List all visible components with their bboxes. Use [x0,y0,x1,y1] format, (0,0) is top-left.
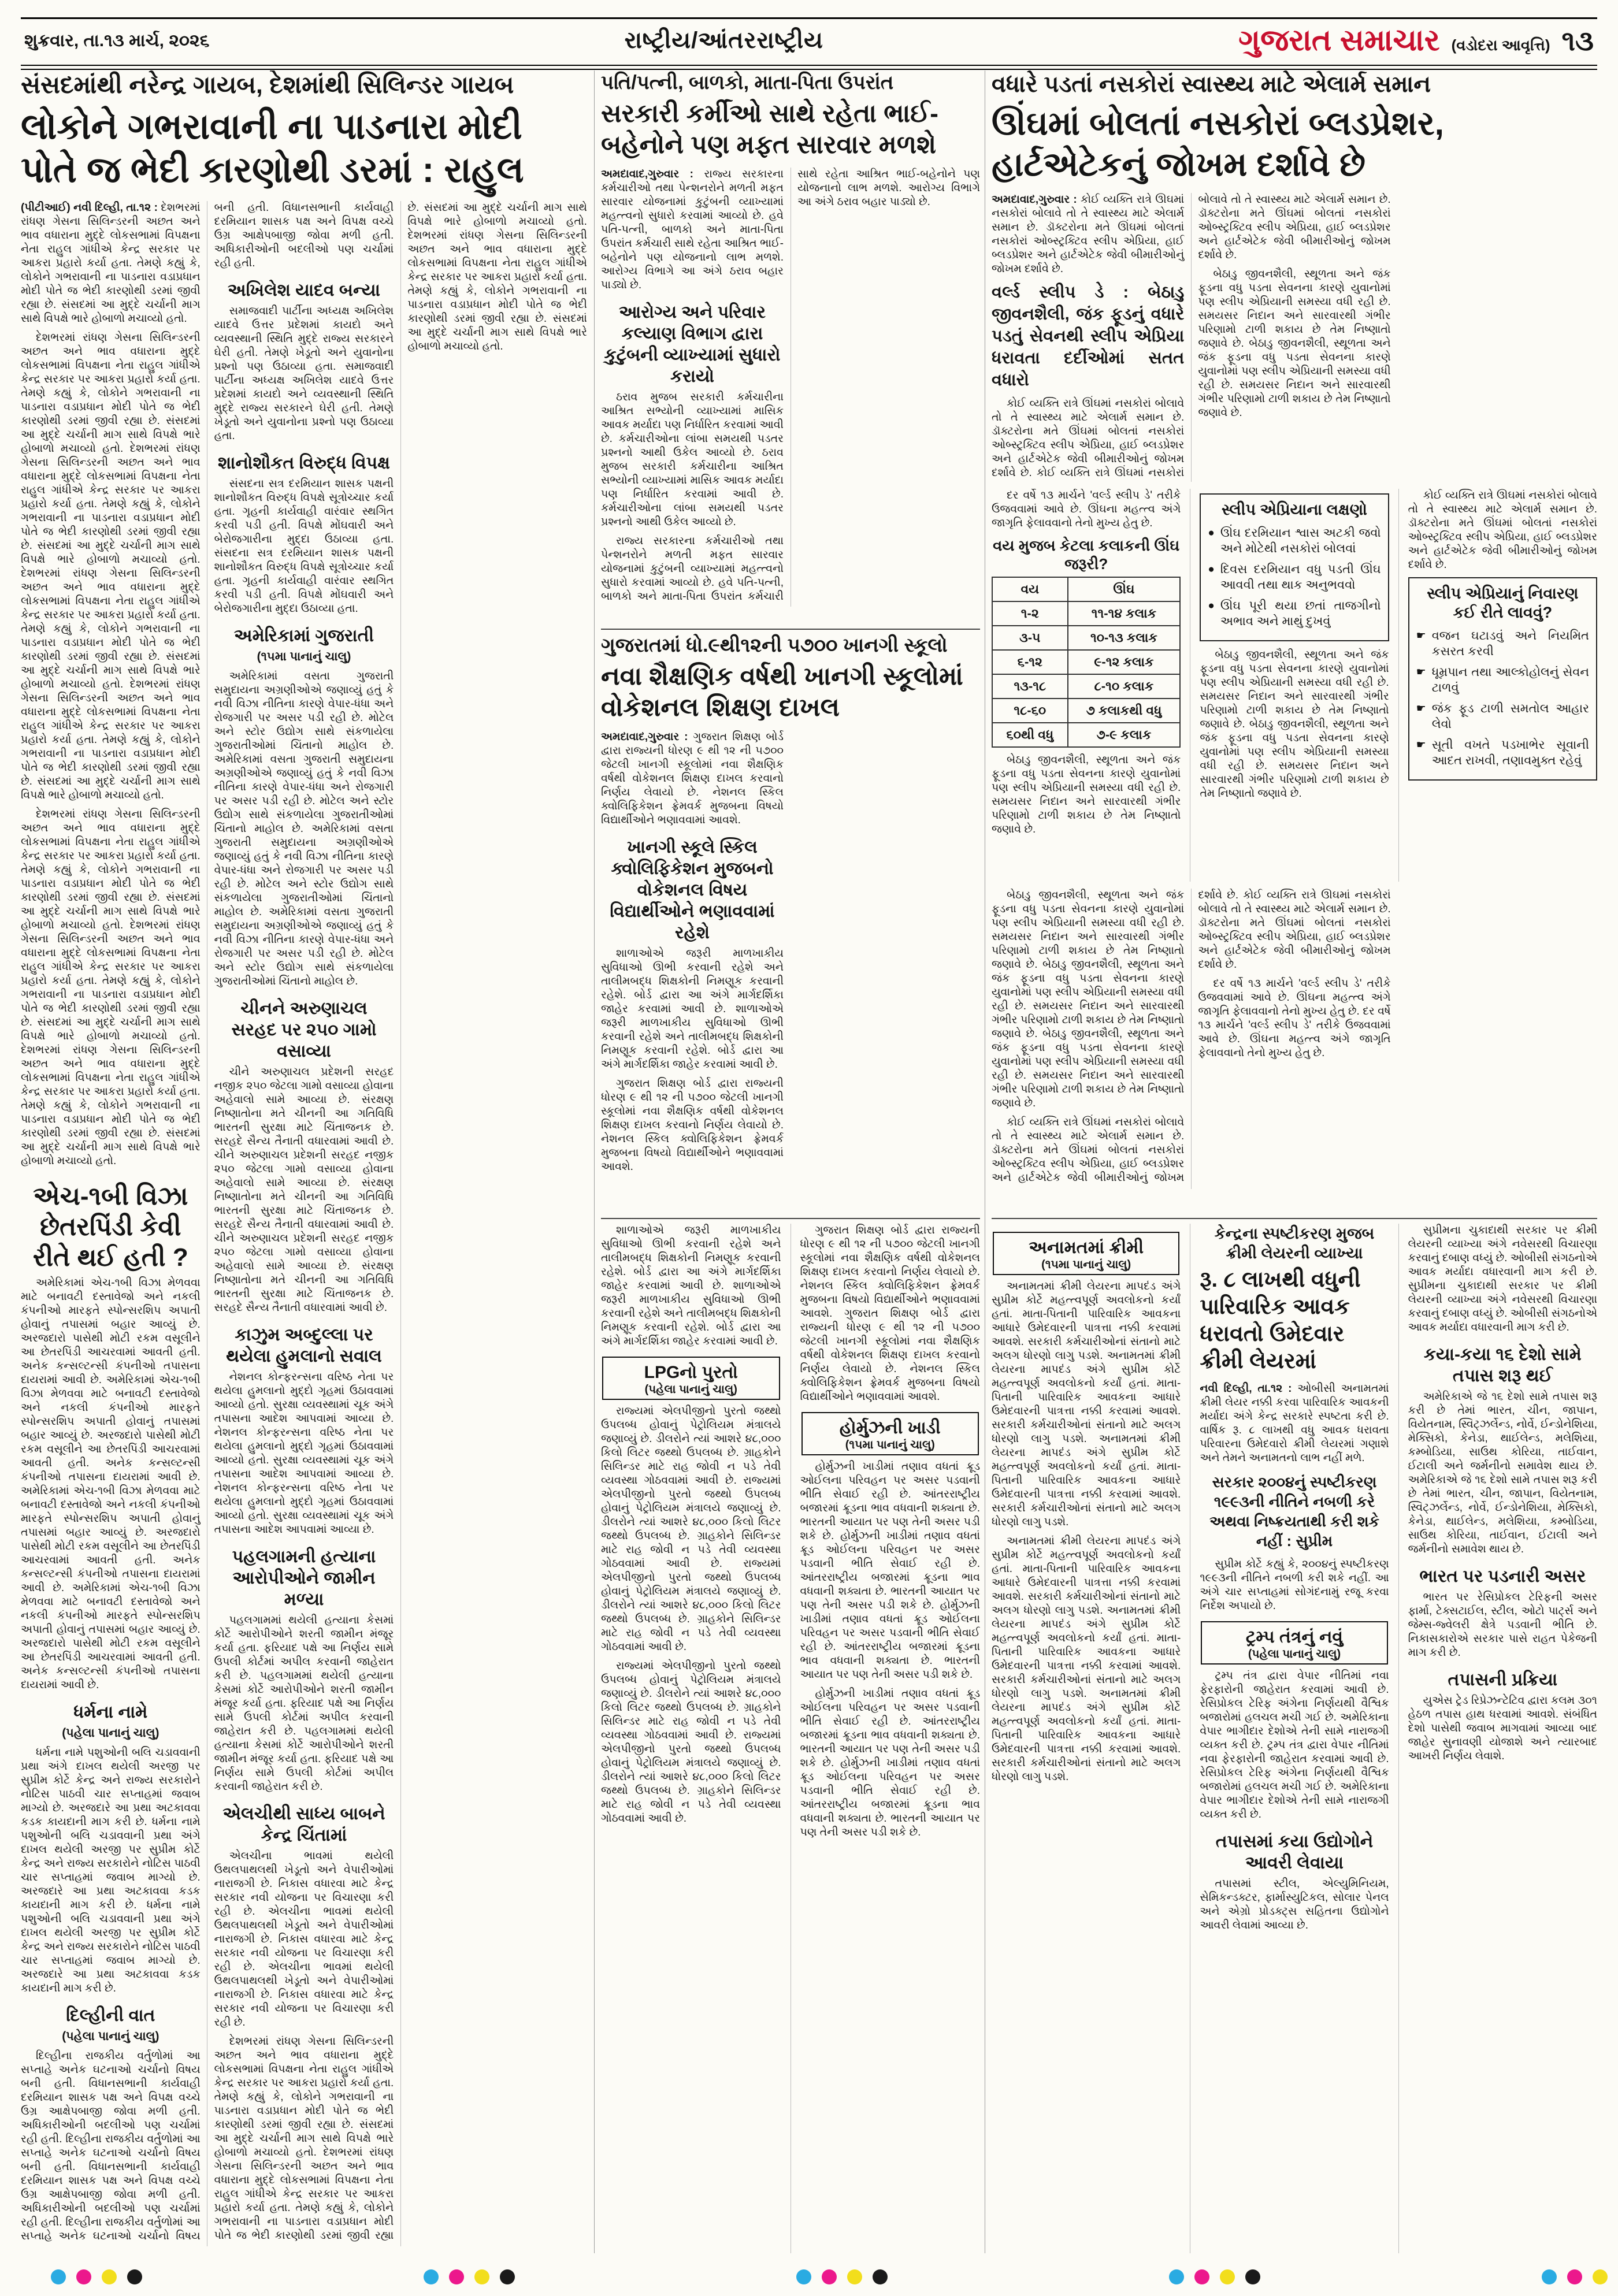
age-cell: ૬૦થી વધુ [992,723,1068,747]
black-registration-dot [1245,2269,1260,2284]
body-paragraph: કોઈ વ્યક્તિ રાત્રે ઊંઘમાં નસકોરાં બોલાવે તો તે સ્વાસ્થ્ય માટે એલાર્મ સમાન છે. ડૉક્ટરોના મતે ઊંઘમાં બોલતાં નસકોરાં ઓબ્સ્ટ્રક્ટિવ સ્લીપ એપ્રિયા, હાઈ બ્લડપ્રેશર અને હાર્ટએટેક જેવી બીમારીઓનું જોખમ દર્શાવે છે. કોઈ વ્યક્તિ રાત્રે ઊંઘમાં નસકોરાં બોલાવે તો તે સ્વાસ્થ્ય માટે એલાર્મ સમાન છે. ડૉક્ટરોના મતે ઊંઘમાં બોલતાં નસકોરાં ઓબ્સ્ટ્રક્ટિવ સ્લીપ એપ્રિયા, હાઈ બ્લડપ્રેશર અને હાર્ટએટેક જેવી બીમારીઓનું જોખમ દર્શાવે છે. [992,889,1391,1184]
masthead-area [1238,23,1594,58]
body-paragraph: અનામતમાં ક્રીમી લેયરના માપદંડ અંગે સુપ્રીમ કોર્ટે મહત્ત્વપૂર્ણ અવલોકનો કર્યાં હતાં. માતા-પિતાની પારિવારિક આવકના આધારે ઉમેદવારની પાત્રત્તા નક્કી કરવામાં આવશે. સરકારી કર્મચારીઓનાં સંતાનો માટે અલગ ધોરણો લાગુ પડશે. અનામતમાં ક્રીમી લેયરના માપદંડ અંગે સુપ્રીમ કોર્ટે મહત્ત્વપૂર્ણ અવલોકનો કર્યાં હતાં. માતા-પિતાની પારિવારિક આવકના આધારે ઉમેદવારની પાત્રત્તા નક્કી કરવામાં આવશે. સરકારી કર્મચારીઓનાં સંતાનો માટે અલગ ધોરણો લાગુ પડશે. અનામતમાં ક્રીમી લેયરના માપદંડ અંગે સુપ્રીમ કોર્ટે મહત્ત્વપૂર્ણ અવલોકનો કર્યાં હતાં. માતા-પિતાની પારિવારિક આવકના આધારે ઉમેદવારની પાત્રત્તા નક્કી કરવામાં આવશે. સરકારી કર્મચારીઓનાં સંતાનો માટે અલગ ધોરણો લાગુ પડશે. [992,1280,1181,1528]
symptoms-box [1200,493,1389,641]
body-paragraph: પહલગામમાં થયેલી હત્યાના કેસમાં કોર્ટે આરોપીઓને શરતી જામીન મંજૂર કર્યા હતા. ફરિયાદ પક્ષે આ નિર્ણય સામે ઉપલી કોર્ટમાં અપીલ કરવાની જાહેરાત કરી છે. પહલગામમાં થયેલી હત્યાના કેસમાં કોર્ટે આરોપીઓને શરતી જામીન મંજૂર કર્યા હતા. ફરિયાદ પક્ષે આ નિર્ણય સામે ઉપલી કોર્ટમાં અપીલ કરવાની જાહેરાત કરી છે. પહલગામમાં થયેલી હત્યાના કેસમાં કોર્ટે આરોપીઓને શરતી જામીન મંજૂર કર્યા હતા. ફરિયાદ પક્ષે આ નિર્ણય સામે ઉપલી કોર્ટમાં અપીલ કરવાની જાહેરાત કરી છે. [214,1614,394,1793]
subarticle-headline-abdullah: કાઝુમ અબ્દુલ્લા પર થયેલા હુમલાનો સવાલ [226,1325,382,1366]
bullet-icon: ● [1208,563,1215,575]
continuation-head-anamat [993,1232,1179,1275]
body-paragraph: રાજ્યમાં એલપીજીનો પુરતો જથ્થો ઉપલબ્ધ હોવાનું પેટ્રોલિયમ મંત્રાલયે જણાવ્યું છે. ડીલરોને ત્યાં આશરે ૪૮,૦૦૦ કિલો લિટર જથ્થો ઉપલબ્ધ છે. ગ્રાહકોને સિલિન્ડર માટે રાહ જોવી ન પડે તેવી વ્યવસ્થા ગોઠવવામાં આવી છે. રાજ્યમાં એલપીજીનો પુરતો જથ્થો ઉપલબ્ધ હોવાનું પેટ્રોલિયમ મંત્રાલયે જણાવ્યું છે. ડીલરોને ત્યાં આશરે ૪૮,૦૦૦ કિલો લિટર જથ્થો ઉપલબ્ધ છે. ગ્રાહકોને સિલિન્ડર માટે રાહ જોવી ન પડે તેવી વ્યવસ્થા ગોઠવવામાં આવી છે. [601,1660,781,1825]
subhead: ખાનગી સ્કૂલે સ્કિલ ક્વોલિફિકેશન મુજબનો વોકેશનલ વિષય વિદ્યાર્થીઓને ભણાવવામાં રહેશે [610,838,775,942]
prevention-item [1416,701,1589,732]
subarticle-headline-process: તપાસની પ્રક્રિયા [1448,1670,1558,1689]
body-paragraph: અમેરિકામાં વસતા ગુજરાતી સમુદાયના અગ્રણીઓએ જણાવ્યું હતું કે નવી વિઝા નીતિના કારણે વેપાર-ધંધા અને રોજગારી પર અસર પડી રહી છે. મોટેલ અને સ્ટોર ઉદ્યોગ સાથે સંકળાયેલા ગુજરાતીઓમાં ચિંતાનો માહોલ છે. અમેરિકામાં વસતા ગુજરાતી સમુદાયના અગ્રણીઓએ જણાવ્યું હતું કે નવી વિઝા નીતિના કારણે વેપાર-ધંધા અને રોજગારી પર અસર પડી રહી છે. મોટેલ અને સ્ટોર ઉદ્યોગ સાથે સંકળાયેલા ગુજરાતીઓમાં ચિંતાનો માહોલ છે. અમેરિકામાં વસતા ગુજરાતી સમુદાયના અગ્રણીઓએ જણાવ્યું હતું કે નવી વિઝા નીતિના કારણે વેપાર-ધંધા અને રોજગારી પર અસર પડી રહી છે. મોટેલ અને સ્ટોર ઉદ્યોગ સાથે સંકળાયેલા ગુજરાતીઓમાં ચિંતાનો માહોલ છે. અમેરિકામાં વસતા ગુજરાતી સમુદાયના અગ્રણીઓએ જણાવ્યું હતું કે નવી વિઝા નીતિના કારણે વેપાર-ધંધા અને રોજગારી પર અસર પડી રહી છે. મોટેલ અને સ્ટોર ઉદ્યોગ સાથે સંકળાયેલા ગુજરાતીઓમાં ચિંતાનો માહોલ છે. [214,670,394,987]
cyan-registration-dot [51,2269,66,2284]
continuation-head-lpg [602,1357,780,1400]
prevention-text: વજન ઘટાડવું અને નિયમિત કસરત કરવી [1431,629,1589,658]
body-paragraph: નેશનલ કોન્ફરન્સના વરિષ્ઠ નેતા પર થયેલા હુમલાનો મુદ્દો ગૃહમાં ઉઠાવવામાં આવ્યો હતો. સુરક્ષા વ્યવસ્થામાં ચૂક અંગે તપાસના આદેશ આપવામાં આવ્યા છે. નેશનલ કોન્ફરન્સના વરિષ્ઠ નેતા પર થયેલા હુમલાનો મુદ્દો ગૃહમાં ઉઠાવવામાં આવ્યો હતો. સુરક્ષા વ્યવસ્થામાં ચૂક અંગે તપાસના આદેશ આપવામાં આવ્યા છે. નેશનલ કોન્ફરન્સના વરિષ્ઠ નેતા પર થયેલા હુમલાનો મુદ્દો ગૃહમાં ઉઠાવવામાં આવ્યો હતો. સુરક્ષા વ્યવસ્થામાં ચૂક અંગે તપાસના આદેશ આપવામાં આવ્યા છે. [214,1371,394,1536]
sleep-info-boxes [992,489,1597,882]
article-headline: ઊંઘમાં બોલતાં નસકોરાં બ્લડપ્રેશર, હાર્ટએટેકનું જોખમ દર્શાવે છે [992,105,1444,183]
table-col-sleep: ઊંઘ [1068,577,1181,601]
continued-note: (પહેલા પાનાનું ચાલુ) [62,1726,159,1740]
subarticle-headline-impact: ભારત પર પડનારી અસર [1419,1567,1586,1586]
yellow-registration-dot [474,2269,489,2284]
body-paragraph: કોઈ વ્યક્તિ રાત્રે ઊંઘમાં નસકોરાં બોલાવે તો તે સ્વાસ્થ્ય માટે એલાર્મ સમાન છે. ડૉક્ટરોના મતે ઊંઘમાં બોલતાં નસકોરાં ઓબ્સ્ટ્રક્ટિવ સ્લીપ એપ્રિયા, હાઈ બ્લડપ્રેશર અને હાર્ટએટેક જેવી બીમારીઓનું જોખમ દર્શાવે છે. [1408,489,1597,571]
age-cell: ૧૮-૬૦ [992,699,1068,723]
black-registration-dot [500,2269,515,2284]
continuation-headline: હોર્મુઝની ખાડી [839,1418,941,1437]
subarticle-headline-akhilesh: અખિલેશ યાદવ બન્યા [227,281,380,300]
right-lower-region [992,1224,1597,2253]
continuation-headline: ટ્રમ્પ તંત્રનું નવું [1245,1628,1344,1647]
subarticle-headline-jamin: પહલગામની હત્યાના આરોપીઓને જામીન મળ્યા [232,1547,376,1609]
article-sleep-apnea [992,70,1597,1217]
yellow-registration-dot [1220,2269,1235,2284]
registration-marks [424,2269,515,2284]
subarticle-headline-shaano: શાનોશૌકત વિરુદ્ધ વિપક્ષ [218,454,390,473]
middle-continuations [601,1224,980,2253]
prevention-text: જંક ફૂડ ટાળી સમતોલ આહાર લેવો [1431,702,1589,731]
hours-cell: ૧૧-૧૪ કલાક [1068,601,1181,626]
dateline: અમદાવાદ,ગુરુવાર : [992,194,1077,206]
pull-quote: સરકાર ૨૦૦૪નું સ્પષ્ટીકરણ ૧૯૯૩ની નીતિને નબળી કરે અથવા નિષ્ક્રયતાથી કરી શકે નહીં : સુપ્રીમ [1209,1473,1379,1550]
hours-cell: ૯-૧૨ કલાક [1068,650,1181,674]
lead-text: કોઈ વ્યક્તિ રાત્રે ઊંઘમાં નસકોરાં બોલાવે તો તે સ્વાસ્થ્ય માટે એલાર્મ સમાન છે. ડૉક્ટરોના મતે ઊંઘમાં બોલતાં નસકોરાં ઓબ્સ્ટ્રક્ટિવ સ્લીપ એપ્રિયા, હાઈ બ્લડપ્રેશર અને હાર્ટએટેક જેવી બીમારીઓનું જોખમ દર્શાવે છે. [992,194,1185,275]
article-kicker: વધારે પડતાં નસકોરાં સ્વાસ્થ્ય માટે એલાર્મ સમાન [992,72,1431,97]
hours-cell: ૭-૯ કલાક [1068,723,1181,747]
hours-cell: ૮-૧૦ કલાક [1068,674,1181,699]
body-paragraph: શાળાઓએ જરૂરી માળખાકીય સુવિધાઓ ઊભી કરવાની રહેશે અને તાલીમબદ્ધ શિક્ષકોની નિમણૂક કરવાની રહેશે. બોર્ડ દ્વારા આ અંગે માર્ગદર્શિકા જાહેર કરવામાં આવી છે. શાળાઓએ જરૂરી માળખાકીય સુવિધાઓ ઊભી કરવાની રહેશે અને તાલીમબદ્ધ શિક્ષકોની નિમણૂક કરવાની રહેશે. બોર્ડ દ્વારા આ અંગે માર્ગદર્શિકા જાહેર કરવામાં આવી છે. [601,1224,781,1347]
subarticle-headline-sixteen: કયા-કયા ૧૬ દેશો સામે તપાસ શરૂ થઈ [1423,1345,1582,1385]
article-divider [601,629,980,630]
bold-intro: વર્લ્ડ સ્લીપ ડે : બેઠાડુ જીવનશૈલી, જંક ફૂડનું વધારે પડતું સેવનથી સ્લીપ એપ્રિયા ધરાવતા દર્દીઓમાં સતત વધારો [992,283,1185,389]
bullet-icon: ● [1208,527,1215,539]
continuation-headline: અનામતમાં ક્રીમી [1029,1238,1144,1257]
age-cell: ૩-૫ [992,626,1068,650]
dateline: (પીટીઆઈ) નવી દિલ્હી, તા.૧૨ : [21,202,158,214]
symptom-item [1208,562,1381,593]
bullet-icon: ● [1208,600,1215,612]
lead-text: રાજ્ય સરકારના કર્મચારીઓ તથા પેન્શનરોને મળતી મફત સારવાર યોજનામાં કુટુંબની વ્યાખ્યામાં મહત્ત્વનો સુધારો કરવામાં આવ્યો છે. હવે પતિ-પત્ની, બાળકો અને માતા-પિતા ઉપરાંત કર્મચારી સાથે રહેતા આશ્રિત ભાઈ-બહેનોને પણ યોજનાનો લાભ મળશે. આરોગ્ય વિભાગે આ અંગે ઠરાવ બહાર પાડ્યો છે. [601,168,784,291]
region-divider [594,70,595,2253]
body-paragraph: યુએસ ટ્રેડ રિપ્રેઝન્ટેટિવ દ્વારા કલમ ૩૦૧ હેઠળ તપાસ હાથ ધરવામાં આવશે. સંબંધિત દેશો પાસેથી જવાબ માગવામાં આવ્યા બાદ જાહેર સુનાવણી યોજાશે અને ત્યારબાદ આખરી નિર્ણય લેવાશે. [1408,1695,1597,1762]
body-paragraph: રાજ્યમાં એલપીજીનો પુરતો જથ્થો ઉપલબ્ધ હોવાનું પેટ્રોલિયમ મંત્રાલયે જણાવ્યું છે. ડીલરોને ત્યાં આશરે ૪૮,૦૦૦ કિલો લિટર જથ્થો ઉપલબ્ધ છે. ગ્રાહકોને સિલિન્ડર માટે રાહ જોવી ન પડે તેવી વ્યવસ્થા ગોઠવવામાં આવી છે. રાજ્યમાં એલપીજીનો પુરતો જથ્થો ઉપલબ્ધ હોવાનું પેટ્રોલિયમ મંત્રાલયે જણાવ્યું છે. ડીલરોને ત્યાં આશરે ૪૮,૦૦૦ કિલો લિટર જથ્થો ઉપલબ્ધ છે. ગ્રાહકોને સિલિન્ડર માટે રાહ જોવી ન પડે તેવી વ્યવસ્થા ગોઠવવામાં આવી છે. રાજ્યમાં એલપીજીનો પુરતો જથ્થો ઉપલબ્ધ હોવાનું પેટ્રોલિયમ મંત્રાલયે જણાવ્યું છે. ડીલરોને ત્યાં આશરે ૪૮,૦૦૦ કિલો લિટર જથ્થો ઉપલબ્ધ છે. ગ્રાહકોને સિલિન્ડર માટે રાહ જોવી ન પડે તેવી વ્યવસ્થા ગોઠવવામાં આવી છે. [601,1405,781,1653]
article-kicker: ગુજરાતમાં ધો.૯થી૧૨ની ૫૭૦૦ ખાનગી સ્કૂલો [601,634,948,656]
symptom-item [1208,598,1381,629]
body-paragraph: એલચીના ભાવમાં થયેલી ઉથલપાથલથી ખેડૂતો અને વેપારીઓમાં નારાજગી છે. નિકાસ વધારવા માટે કેન્દ્ર સરકાર નવી યોજના પર વિચારણા કરી રહી છે. એલચીના ભાવમાં થયેલી ઉથલપાથલથી ખેડૂતો અને વેપારીઓમાં નારાજગી છે. નિકાસ વધારવા માટે કેન્દ્ર સરકાર નવી યોજના પર વિચારણા કરી રહી છે. એલચીના ભાવમાં થયેલી ઉથલપાથલથી ખેડૂતો અને વેપારીઓમાં નારાજગી છે. નિકાસ વધારવા માટે કેન્દ્ર સરકાર નવી યોજના પર વિચારણા કરી રહી છે. [214,1850,394,2028]
body-paragraph: અમેરિકાએ જે ૧૬ દેશો સામે તપાસ શરૂ કરી છે તેમાં ભારત, ચીન, જાપાન, વિયેતનામ, સ્વિટ્ઝર્લેન્ડ, નોર્વે, ઈન્ડોનેશિયા, મેક્સિકો, કેનેડા, થાઈલેન્ડ, મલેશિયા, કમ્બોડિયા, સાઉથ કોરિયા, તાઈવાન, ઈટાલી અને જર્મનીનો સમાવેશ થાય છે. અમેરિકાએ જે ૧૬ દેશો સામે તપાસ શરૂ કરી છે તેમાં ભારત, ચીન, જાપાન, વિયેતનામ, સ્વિટ્ઝર્લેન્ડ, નોર્વે, ઈન્ડોનેશિયા, મેક્સિકો, કેનેડા, થાઈલેન્ડ, મલેશિયા, કમ્બોડિયા, સાઉથ કોરિયા, તાઈવાન, ઈટાલી અને જર્મનીનો સમાવેશ થાય છે. [1408,1391,1597,1555]
pointer-icon: ☛ [1416,739,1426,751]
black-registration-dot [873,2269,888,2284]
cyan-registration-dot [796,2269,811,2284]
edition-label: (વડોદરા આવૃત્તિ) [1451,36,1550,54]
body-paragraph: ધર્મના નામે પશુઓની બલિ ચડાવવાની પ્રથા અંગે દાખલ થયેલી અરજી પર સુપ્રીમ કોર્ટે કેન્દ્ર અને રાજ્ય સરકારોને નોટિસ પાઠવી ચાર સપ્તાહમાં જવાબ માગ્યો છે. અરજદારે આ પ્રથા અટકાવવા કડક કાયદાની માગ કરી છે. ધર્મના નામે પશુઓની બલિ ચડાવવાની પ્રથા અંગે દાખલ થયેલી અરજી પર સુપ્રીમ કોર્ટે કેન્દ્ર અને રાજ્ય સરકારોને નોટિસ પાઠવી ચાર સપ્તાહમાં જવાબ માગ્યો છે. અરજદારે આ પ્રથા અટકાવવા કડક કાયદાની માગ કરી છે. ધર્મના નામે પશુઓની બલિ ચડાવવાની પ્રથા અંગે દાખલ થયેલી અરજી પર સુપ્રીમ કોર્ટે કેન્દ્ર અને રાજ્ય સરકારોને નોટિસ પાઠવી ચાર સપ્તાહમાં જવાબ માગ્યો છે. અરજદારે આ પ્રથા અટકાવવા કડક કાયદાની માગ કરી છે. [21,1747,201,1994]
table-row [992,626,1180,650]
body-paragraph: ભારત પર રેસિપ્રોકલ ટેરિફની અસર ફાર્મા, ટેક્સટાઈલ, સ્ટીલ, ઓટો પાર્ટ્સ અને જેમ્સ-જ્વેલરી ક્ષેત્રે પડવાની ભીતિ છે. નિકાસકારોએ સરકાર પાસે રાહત પેકેજની માગ કરી છે. [1408,1591,1597,1659]
subarticle-headline-h1b: એચ-૧બી વિઝા છેતરપિંડી કેવી રીતે થઈ હતી ? [32,1182,188,1272]
body-paragraph [601,168,784,292]
body-paragraph: અમેરિકામાં એચ-૧બી વિઝા મેળવવા માટે બનાવટી દસ્તાવેજો અને નકલી કંપનીઓ મારફતે સ્પોન્સરશિપ અપાતી હોવાનું તપાસમાં બહાર આવ્યું છે. અરજદારો પાસેથી મોટી રકમ વસૂલીને આ છેતરપિંડી આચરવામાં આવતી હતી. અનેક કન્સલ્ટન્સી કંપનીઓ તપાસના દાયરામાં આવી છે. અમેરિકામાં એચ-૧બી વિઝા મેળવવા માટે બનાવટી દસ્તાવેજો અને નકલી કંપનીઓ મારફતે સ્પોન્સરશિપ અપાતી હોવાનું તપાસમાં બહાર આવ્યું છે. અરજદારો પાસેથી મોટી રકમ વસૂલીને આ છેતરપિંડી આચરવામાં આવતી હતી. અનેક કન્સલ્ટન્સી કંપનીઓ તપાસના દાયરામાં આવી છે. અમેરિકામાં એચ-૧બી વિઝા મેળવવા માટે બનાવટી દસ્તાવેજો અને નકલી કંપનીઓ મારફતે સ્પોન્સરશિપ અપાતી હોવાનું તપાસમાં બહાર આવ્યું છે. અરજદારો પાસેથી મોટી રકમ વસૂલીને આ છેતરપિંડી આચરવામાં આવતી હતી. અનેક કન્સલ્ટન્સી કંપનીઓ તપાસના દાયરામાં આવી છે. અમેરિકામાં એચ-૧બી વિઝા મેળવવા માટે બનાવટી દસ્તાવેજો અને નકલી કંપનીઓ મારફતે સ્પોન્સરશિપ અપાતી હોવાનું તપાસમાં બહાર આવ્યું છે. અરજદારો પાસેથી મોટી રકમ વસૂલીને આ છેતરપિંડી આચરવામાં આવતી હતી. અનેક કન્સલ્ટન્સી કંપનીઓ તપાસના દાયરામાં આવી છે. [21,1277,201,1691]
table-row [992,650,1180,674]
trade-probe-column [1398,1224,1597,2253]
article-creamy-layer [1190,1224,1389,2253]
sleep-table-column [992,489,1181,882]
prevention-title: સ્લીપ એપ્રિયાનું નિવારણ કઈ રીતે લાવવું? [1427,585,1579,621]
pointer-icon: ☛ [1416,703,1426,715]
table-col-age: વય [992,577,1068,601]
prevention-box [1408,577,1597,781]
age-cell: ૧૩-૧૮ [992,674,1068,699]
subhead: આરોગ્ય અને પરિવાર કલ્યાણ વિભાગ દ્વારા કુટુંબની વ્યાખ્યામાં સુધારો કરાયો [604,303,781,386]
continued-note: (પહેલા પાનાનું ચાલુ) [644,1383,737,1396]
article-columns [992,889,1597,1189]
article-columns [601,168,980,607]
prevention-text: સૂતી વખતે પડખાભેર સૂવાની આદત રાખવી, તણાવમુક્ત રહેવું [1431,738,1589,767]
sleep-hours-table [992,577,1181,748]
magenta-registration-dot [1567,2269,1582,2284]
magenta-registration-dot [822,2269,837,2284]
cyan-registration-dot [424,2269,439,2284]
prevention-text: ધૂમ્રપાન તથા આલ્કોહોલનું સેવન ટાળવું [1431,666,1589,694]
article-headline: રૂ. ૮ લાખથી વધુની પારિવારિક આવક ધરાવતો ઉમેદવાર ક્રીમી લેયરમાં [1200,1268,1361,1373]
body-paragraph [601,730,784,827]
article-headline: લોકોને ગભરાવાની ના પાડનારા મોદી પોતે જ ભેદી કારણોથી ડરમાં : રાહુલ [21,107,524,190]
body-paragraph: દેશભરમાં રાંધણ ગેસના સિલિન્ડરની અછત અને ભાવ વધારાના મુદ્દે લોકસભામાં વિપક્ષના નેતા રાહુલ ગાંધીએ કેન્દ્ર સરકાર પર આકરા પ્રહારો કર્યા હતા. તેમણે કહ્યું કે, લોકોને ગભરાવાની ના પાડનારા વડાપ્રધાન મોદી પોતે જ ભેદી કારણોથી ડરમાં જીવી રહ્યા છે. સંસદમાં આ મુદ્દે ચર્ચાની માગ સાથે વિપક્ષે ભારે હોબાળો મચાવ્યો હતો. દેશભરમાં રાંધણ ગેસના સિલિન્ડરની અછત અને ભાવ વધારાના મુદ્દે લોકસભામાં વિપક્ષના નેતા રાહુલ ગાંધીએ કેન્દ્ર સરકાર પર આકરા પ્રહારો કર્યા હતા. તેમણે કહ્યું કે, લોકોને ગભરાવાની ના પાડનારા વડાપ્રધાન મોદી પોતે જ ભેદી કારણોથી ડરમાં જીવી રહ્યા છે. સંસદમાં આ મુદ્દે ચર્ચાની માગ સાથે વિપક્ષે ભારે હોબાળો મચાવ્યો હતો. દેશભરમાં રાંધણ ગેસના સિલિન્ડરની અછત અને ભાવ વધારાના મુદ્દે લોકસભામાં વિપક્ષના નેતા રાહુલ ગાંધીએ કેન્દ્ર સરકાર પર આકરા પ્રહારો કર્યા હતા. તેમણે કહ્યું કે, લોકોને ગભરાવાની ના પાડનારા વડાપ્રધાન મોદી પોતે જ ભેદી કારણોથી ડરમાં જીવી રહ્યા છે. સંસદમાં આ મુદ્દે ચર્ચાની માગ સાથે વિપક્ષે ભારે હોબાળો મચાવ્યો હતો. [21,808,201,1167]
article-kicker: કેન્દ્રના સ્પષ્ટીકરણ મુજબ ક્રીમી લેયરની વ્યાખ્યા [1214,1225,1375,1262]
article-columns [601,730,980,1187]
table-row [992,674,1180,699]
sleep-prevention-column [1398,489,1597,882]
lead-text: ઓબીસી અનામતમાં ક્રીમી લેયર નક્કી કરવા પારિવારિક આવકની મર્યાદા અંગે કેન્દ્ર સરકારે સ્પષ્ટતા કરી છે. વાર્ષિક રૂ. ૮ લાખથી વધુ આવક ધરાવતા પરિવારના ઉમેદવારો ક્રીમી લેયરમાં ગણાશે અને તેમને અનામતનો લાભ નહીં મળે. [1200,1383,1389,1464]
symptoms-title: સ્લીપ એપ્રિયાના લક્ષણો [1222,501,1367,518]
body-paragraph: ઠરાવ મુજબ સરકારી કર્મચારીના આશ્રિત સભ્યોની વ્યાખ્યામાં માસિક આવક મર્યાદા પણ નિર્ધારિત કરવામાં આવી છે. કર્મચારીઓના લાંબા સમયથી પડતર પ્રશ્નનો આથી ઉકેલ આવ્યો છે. ઠરાવ મુજબ સરકારી કર્મચારીના આશ્રિત સભ્યોની વ્યાખ્યામાં માસિક આવક મર્યાદા પણ નિર્ધારિત કરવામાં આવી છે. કર્મચારીઓના લાંબા સમયથી પડતર પ્રશ્નનો આથી ઉકેલ આવ્યો છે. [601,391,784,528]
prevention-item [1416,737,1589,768]
age-cell: ૬-૧૨ [992,650,1068,674]
article-columns [21,201,587,2246]
body-paragraph [21,201,201,326]
sleep-table-title: વય મુજબ કેટલા કલાકની ઊંઘ જરૂરી? [993,537,1180,573]
lead-text: ગુજરાત શિક્ષણ બોર્ડ દ્વારા રાજ્યની ધોરણ ૯ થી ૧૨ ની ૫૭૦૦ જેટલી ખાનગી સ્કૂલોમાં નવા શૈક્ષણિક વર્ષથી વોકેશનલ શિક્ષણ દાખલ કરવાનો નિર્ણય લેવાયો છે. નેશનલ સ્કિલ ક્વોલિફિકેશન ફ્રેમવર્ક મુજબના વિષયો વિદ્યાર્થીઓને ભણાવવામાં આવશે. [601,731,784,826]
subarticle-headline-china: ચીનને અરુણાચલ સરહદ પર ૨૫૦ ગામો વસાવ્યા [231,999,377,1061]
continued-note: (પહેલા પાનાનું ચાલુ) [62,2030,159,2043]
sleep-symptoms-column [1190,489,1389,882]
black-registration-dot [127,2269,142,2284]
body-paragraph: દિલ્હીના રાજકીય વર્તુળોમાં આ સપ્તાહે અનેક ઘટનાઓ ચર્ચાનો વિષય બની હતી. વિધાનસભાની કાર્યવાહી દરમિયાન શાસક પક્ષ અને વિપક્ષ વચ્ચે ઉગ્ર આક્ષેપબાજી જોવા મળી હતી. અધિકારીઓની બદલીઓ પણ ચર્ચામાં રહી હતી. દિલ્હીના રાજકીય વર્તુળોમાં આ સપ્તાહે અનેક ઘટનાઓ ચર્ચાનો વિષય બની હતી. વિધાનસભાની કાર્યવાહી દરમિયાન શાસક પક્ષ અને વિપક્ષ વચ્ચે ઉગ્ર આક્ષેપબાજી જોવા મળી હતી. અધિકારીઓની બદલીઓ પણ ચર્ચામાં રહી હતી. દિલ્હીના રાજકીય વર્તુળોમાં આ સપ્તાહે અનેક ઘટનાઓ ચર્ચાનો વિષય બની હતી. વિધાનસભાની કાર્યવાહી દરમિયાન શાસક પક્ષ અને વિપક્ષ વચ્ચે ઉગ્ર આક્ષેપબાજી જોવા મળી હતી. અધિકારીઓની બદલીઓ પણ ચર્ચામાં રહી હતી. [21,202,394,2242]
body-paragraph: ગુજરાત શિક્ષણ બોર્ડ દ્વારા રાજ્યની ધોરણ ૯ થી ૧૨ ની ૫૭૦૦ જેટલી ખાનગી સ્કૂલોમાં નવા શૈક્ષણિક વર્ષથી વોકેશનલ શિક્ષણ દાખલ કરવાનો નિર્ણય લેવાયો છે. નેશનલ સ્કિલ ક્વોલિફિકેશન ફ્રેમવર્ક મુજબના વિષયો વિદ્યાર્થીઓને ભણાવવામાં આવશે. ગુજરાત શિક્ષણ બોર્ડ દ્વારા રાજ્યની ધોરણ ૯ થી ૧૨ ની ૫૭૦૦ જેટલી ખાનગી સ્કૂલોમાં નવા શૈક્ષણિક વર્ષથી વોકેશનલ શિક્ષણ દાખલ કરવાનો નિર્ણય લેવાયો છે. નેશનલ સ્કિલ ક્વોલિફિકેશન ફ્રેમવર્ક મુજબના વિષયો વિદ્યાર્થીઓને ભણાવવામાં આવશે. [800,1224,980,1403]
subarticle-headline-industries: તપાસમાં કયા ઉદ્યોગોને આવરી લેવાયા [1215,1832,1374,1873]
body-paragraph: સંસદના સત્ર દરમિયાન શાસક પક્ષની શાનોશૌકત વિરુદ્ધ વિપક્ષે સૂત્રોચ્ચાર કર્યા હતા. ગૃહની કાર્યવાહી વારંવાર સ્થગિત કરવી પડી હતી. વિપક્ષે મોંઘવારી અને બેરોજગારીના મુદ્દા ઉઠાવ્યા હતા. સંસદના સત્ર દરમિયાન શાસક પક્ષની શાનોશૌકત વિરુદ્ધ વિપક્ષે સૂત્રોચ્ચાર કર્યા હતા. ગૃહની કાર્યવાહી વારંવાર સ્થગિત કરવી પડી હતી. વિપક્ષે મોંઘવારી અને બેરોજગારીના મુદ્દા ઉઠાવ્યા હતા. [214,478,394,615]
body-paragraph [992,193,1184,276]
cyan-registration-dot [1542,2269,1557,2284]
pointer-icon: ☛ [1416,630,1426,642]
article-kicker: પતિ/પત્ની, બાળકો, માતા-પિતા ઉપરાંત [601,72,894,94]
table-row [992,723,1180,747]
body-paragraph: બેઠાડુ જીવનશૈલી, સ્થૂળતા અને જંક ફૂડના વધુ પડતા સેવનના કારણે યુવાનોમાં પણ સ્લીપ એપ્રિયાની સમસ્યા વધી રહી છે. સમયસર નિદાન અને સારવારથી ગંભીર પરિણામો ટાળી શકાય છે તેમ નિષ્ણાતો જણાવે છે. બેઠાડુ જીવનશૈલી, સ્થૂળતા અને જંક ફૂડના વધુ પડતા સેવનના કારણે યુવાનોમાં પણ સ્લીપ એપ્રિયાની સમસ્યા વધી રહી છે. સમયસર નિદાન અને સારવારથી ગંભીર પરિણામો ટાળી શકાય છે તેમ નિષ્ણાતો જણાવે છે. [1200,649,1389,800]
article-headline: સરકારી કર્મીઓ સાથે રહેતા ભાઈ-બહેનોને પણ મફત સારવાર મળશે [601,99,938,159]
article-headline: નવા શૈક્ષણિક વર્ષથી ખાનગી સ્કૂલોમાં વોકેશનલ શિક્ષણ દાખલ [601,662,963,722]
page-date: શુક્રવાર, તા.૧૩ માર્ચ, ૨૦૨૬ [24,31,210,50]
page-number: ૧૩ [1561,26,1594,57]
continuation-headline: LPGનો પુરતો [644,1363,738,1382]
registration-marks [1169,2269,1260,2284]
body-paragraph: શાળાઓએ જરૂરી માળખાકીય સુવિધાઓ ઊભી કરવાની રહેશે અને તાલીમબદ્ધ શિક્ષકોની નિમણૂક કરવાની રહેશે. બોર્ડ દ્વારા આ અંગે માર્ગદર્શિકા જાહેર કરવામાં આવી છે. શાળાઓએ જરૂરી માળખાકીય સુવિધાઓ ઊભી કરવાની રહેશે અને તાલીમબદ્ધ શિક્ષકોની નિમણૂક કરવાની રહેશે. બોર્ડ દ્વારા આ અંગે માર્ગદર્શિકા જાહેર કરવામાં આવી છે. [601,948,784,1071]
registration-marks [51,2269,142,2284]
subarticle-headline-delhi: દિલ્હીની વાત [66,2006,155,2025]
cyan-registration-dot [1169,2269,1184,2284]
body-paragraph: ગુજરાત શિક્ષણ બોર્ડ દ્વારા રાજ્યની ધોરણ ૯ થી ૧૨ ની ૫૭૦૦ જેટલી ખાનગી સ્કૂલોમાં નવા શૈક્ષણિક વર્ષથી વોકેશનલ શિક્ષણ દાખલ કરવાનો નિર્ણય લેવાયો છે. નેશનલ સ્કિલ ક્વોલિફિકેશન ફ્રેમવર્ક મુજબના વિષયો વિદ્યાર્થીઓને ભણાવવામાં આવશે. [601,1078,784,1173]
table-row [992,699,1180,723]
body-paragraph [1200,1382,1389,1465]
lead-text: દેશભરમાં રાંધણ ગેસના સિલિન્ડરની અછત અને ભાવ વધારાના મુદ્દે લોકસભામાં વિપક્ષના નેતા રાહુલ ગાંધીએ કેન્દ્ર સરકાર પર આકરા પ્રહારો કર્યા હતા. તેમણે કહ્યું કે, લોકોને ગભરાવાની ના પાડનારા વડાપ્રધાન મોદી પોતે જ ભેદી કારણોથી ડરમાં જીવી રહ્યા છે. સંસદમાં આ મુદ્દે ચર્ચાની માગ સાથે વિપક્ષે ભારે હોબાળો મચાવ્યો હતો. [21,202,201,325]
yellow-registration-dot [1593,2269,1608,2284]
body-paragraph: દર વર્ષે ૧૩ માર્ચને 'વર્લ્ડ સ્લીપ ડે' તરીકે ઉજવવામાં આવે છે. ઊંઘના મહત્ત્વ અંગે જાગૃતિ ફેલાવવાનો તેનો મુખ્ય હેતુ છે. [992,489,1181,529]
dateline: નવી દિલ્હી, તા.૧૨ : [1200,1383,1292,1395]
body-paragraph: ચીને અરુણાચલ પ્રદેશની સરહદ નજીક ૨૫૦ જેટલા ગામો વસાવ્યા હોવાના અહેવાલો સામે આવ્યા છે. સંરક્ષણ નિષ્ણાતોના મતે ચીનની આ ગતિવિધિ ભારતની સુરક્ષા માટે ચિંતાજનક છે. સરહદે સૈન્ય તૈનાતી વધારવામાં આવી છે. ચીને અરુણાચલ પ્રદેશની સરહદ નજીક ૨૫૦ જેટલા ગામો વસાવ્યા હોવાના અહેવાલો સામે આવ્યા છે. સંરક્ષણ નિષ્ણાતોના મતે ચીનની આ ગતિવિધિ ભારતની સુરક્ષા માટે ચિંતાજનક છે. સરહદે સૈન્ય તૈનાતી વધારવામાં આવી છે. ચીને અરુણાચલ પ્રદેશની સરહદ નજીક ૨૫૦ જેટલા ગામો વસાવ્યા હોવાના અહેવાલો સામે આવ્યા છે. સંરક્ષણ નિષ્ણાતોના મતે ચીનની આ ગતિવિધિ ભારતની સુરક્ષા માટે ચિંતાજનક છે. સરહદે સૈન્ય તૈનાતી વધારવામાં આવી છે. [214,1066,394,1314]
dateline: અમદાવાદ,ગુરુવાર : [601,731,688,743]
body-paragraph: સમાજવાદી પાર્ટીના અધ્યક્ષ અખિલેશ યાદવે ઉત્તર પ્રદેશમાં કાયદો અને વ્યવસ્થાની સ્થિતિ મુદ્દે રાજ્ય સરકારને ઘેરી હતી. તેમણે ખેડૂતો અને યુવાનોના પ્રશ્નો પણ ઉઠાવ્યા હતા. સમાજવાદી પાર્ટીના અધ્યક્ષ અખિલેશ યાદવે ઉત્તર પ્રદેશમાં કાયદો અને વ્યવસ્થાની સ્થિતિ મુદ્દે રાજ્ય સરકારને ઘેરી હતી. તેમણે ખેડૂતો અને યુવાનોના પ્રશ્નો પણ ઉઠાવ્યા હતા. [214,305,394,442]
section-title: રાષ્ટ્રીય/આંતરરાષ્ટ્રીય [624,28,823,53]
article-rahul [21,70,587,2253]
masthead-logo: ગુજરાત સમાચાર [1238,24,1440,57]
symptom-text: દિવસ દરમિયાન વધુ પડતી ઊંઘ આવવી તથા થાક અનુભવવો [1220,563,1381,592]
pointer-icon: ☛ [1416,666,1426,678]
continued-note: (૧૫મા પાનાનું ચાલુ) [1041,1258,1131,1271]
prevention-item [1416,628,1589,659]
body-paragraph: તપાસમાં સ્ટીલ, એલ્યુમિનિયમ, સેમિકન્ડક્ટર, ફાર્માસ્યુટિકલ, સોલાર પેનલ અને એગ્રો પ્રોડક્ટ્સ સહિતના ઉદ્યોગોને આવરી લેવામાં આવ્યા છે. [1200,1878,1389,1931]
subarticle-headline-usa-gujarati: અમેરિકામાં ગુજરાતી [233,626,374,645]
body-paragraph: દેશભરમાં રાંધણ ગેસના સિલિન્ડરની અછત અને ભાવ વધારાના મુદ્દે લોકસભામાં વિપક્ષના નેતા રાહુલ ગાંધીએ કેન્દ્ર સરકાર પર આકરા પ્રહારો કર્યા હતા. તેમણે કહ્યું કે, લોકોને ગભરાવાની ના પાડનારા વડાપ્રધાન મોદી પોતે જ ભેદી કારણોથી ડરમાં જીવી રહ્યા છે. સંસદમાં આ મુદ્દે ચર્ચાની માગ સાથે વિપક્ષે ભારે હોબાળો મચાવ્યો હતો. દેશભરમાં રાંધણ ગેસના સિલિન્ડરની અછત અને ભાવ વધારાના મુદ્દે લોકસભામાં વિપક્ષના નેતા રાહુલ ગાંધીએ કેન્દ્ર સરકાર પર આકરા પ્રહારો કર્યા હતા. તેમણે કહ્યું કે, લોકોને ગભરાવાની ના પાડનારા વડાપ્રધાન મોદી પોતે જ ભેદી કારણોથી ડરમાં જીવી રહ્યા છે. સંસદમાં આ મુદ્દે ચર્ચાની માગ સાથે વિપક્ષે ભારે હોબાળો મચાવ્યો હતો. દેશભરમાં રાંધણ ગેસના સિલિન્ડરની અછત અને ભાવ વધારાના મુદ્દે લોકસભામાં વિપક્ષના નેતા રાહુલ ગાંધીએ કેન્દ્ર સરકાર પર આકરા પ્રહારો કર્યા હતા. તેમણે કહ્યું કે, લોકોને ગભરાવાની ના પાડનારા વડાપ્રધાન મોદી પોતે જ ભેદી કારણોથી ડરમાં જીવી રહ્યા છે. સંસદમાં આ મુદ્દે ચર્ચાની માગ સાથે વિપક્ષે ભારે હોબાળો મચાવ્યો હતો. દેશભરમાં રાંધણ ગેસના સિલિન્ડરની અછત અને ભાવ વધારાના મુદ્દે લોકસભામાં વિપક્ષના નેતા રાહુલ ગાંધીએ કેન્દ્ર સરકાર પર આકરા પ્રહારો કર્યા હતા. તેમણે કહ્યું કે, લોકોને ગભરાવાની ના પાડનારા વડાપ્રધાન મોદી પોતે જ ભેદી કારણોથી ડરમાં જીવી રહ્યા છે. સંસદમાં આ મુદ્દે ચર્ચાની માગ સાથે વિપક્ષે ભારે હોબાળો મચાવ્યો હતો. [21,332,201,801]
prevention-item [1416,664,1589,696]
continuation-head-trump [1201,1621,1387,1665]
page-header [21,17,1597,61]
body-paragraph: હોર્મુઝની ખાડીમાં તણાવ વધતાં ક્રૂડ ઓઈલના પરિવહન પર અસર પડવાની ભીતિ સેવાઈ રહી છે. આંતરરાષ્ટ્રીય બજારમાં ક્રૂડના ભાવ વધવાની શક્યતા છે. ભારતની આયાત પર પણ તેની અસર પડી શકે છે. હોર્મુઝની ખાડીમાં તણાવ વધતાં ક્રૂડ ઓઈલના પરિવહન પર અસર પડવાની ભીતિ સેવાઈ રહી છે. આંતરરાષ્ટ્રીય બજારમાં ક્રૂડના ભાવ વધવાની શક્યતા છે. ભારતની આયાત પર પણ તેની અસર પડી શકે છે. [800,1688,980,1838]
body-paragraph: દેશભરમાં રાંધણ ગેસના સિલિન્ડરની અછત અને ભાવ વધારાના મુદ્દે લોકસભામાં વિપક્ષના નેતા રાહુલ ગાંધીએ કેન્દ્ર સરકાર પર આકરા પ્રહારો કર્યા હતા. તેમણે કહ્યું કે, લોકોને ગભરાવાની ના પાડનારા વડાપ્રધાન મોદી પોતે જ ભેદી કારણોથી ડરમાં જીવી રહ્યા છે. સંસદમાં આ મુદ્દે ચર્ચાની માગ સાથે વિપક્ષે ભારે હોબાળો મચાવ્યો હતો. દેશભરમાં રાંધણ ગેસના સિલિન્ડરની અછત અને ભાવ વધારાના મુદ્દે લોકસભામાં વિપક્ષના નેતા રાહુલ ગાંધીએ કેન્દ્ર સરકાર પર આકરા પ્રહારો કર્યા હતા. તેમણે કહ્યું કે, લોકોને ગભરાવાની ના પાડનારા વડાપ્રધાન મોદી પોતે જ ભેદી કારણોથી ડરમાં જીવી રહ્યા છે. સંસદમાં આ મુદ્દે ચર્ચાની માગ સાથે વિપક્ષે ભારે હોબાળો મચાવ્યો હતો. દેશભરમાં રાંધણ ગેસના સિલિન્ડરની અછત અને ભાવ વધારાના મુદ્દે લોકસભામાં વિપક્ષના નેતા રાહુલ ગાંધીએ કેન્દ્ર સરકાર પર આકરા પ્રહારો કર્યા હતા. તેમણે કહ્યું કે, લોકોને ગભરાવાની ના પાડનારા વડાપ્રધાન મોદી પોતે જ ભેદી કારણોથી ડરમાં જીવી રહ્યા છે. સંસદમાં આ મુદ્દે ચર્ચાની માગ સાથે વિપક્ષે ભારે હોબાળો મચાવ્યો હતો. [214,202,587,2242]
symptom-text: ઊંઘ પૂરી થયા છતાં તાજગીનો અભાવ અને માથું દુખવું [1220,599,1381,628]
continuation-head-hormuz [801,1412,979,1455]
body-paragraph: રાજ્ય સરકારના કર્મચારીઓ તથા પેન્શનરોને મળતી મફત સારવાર યોજનામાં કુટુંબની વ્યાખ્યામાં મહત્ત્વનો સુધારો કરવામાં આવ્યો છે. હવે પતિ-પત્ની, બાળકો અને માતા-પિતા ઉપરાંત કર્મચારી સાથે રહેતા આશ્રિત ભાઈ-બહેનોને પણ યોજનાનો લાભ મળશે. આરોગ્ય વિભાગે આ અંગે ઠરાવ બહાર પાડ્યો છે. [601,168,980,603]
continued-note: (પહેલા પાનાનું ચાલુ) [1248,1648,1341,1660]
age-cell: ૧-૨ [992,601,1068,626]
body-paragraph: કોઈ વ્યક્તિ રાત્રે ઊંઘમાં નસકોરાં બોલાવે તો તે સ્વાસ્થ્ય માટે એલાર્મ સમાન છે. ડૉક્ટરોના મતે ઊંઘમાં બોલતાં નસકોરાં ઓબ્સ્ટ્રક્ટિવ સ્લીપ એપ્રિયા, હાઈ બ્લડપ્રેશર અને હાર્ટએટેક જેવી બીમારીઓનું જોખમ દર્શાવે છે. કોઈ વ્યક્તિ રાત્રે ઊંઘમાં નસકોરાં બોલાવે તો તે સ્વાસ્થ્ય માટે એલાર્મ સમાન છે. ડૉક્ટરોના મતે ઊંઘમાં બોલતાં નસકોરાં ઓબ્સ્ટ્રક્ટિવ સ્લીપ એપ્રિયા, હાઈ બ્લડપ્રેશર અને હાર્ટએટેક જેવી બીમારીઓનું જોખમ દર્શાવે છે. [992,194,1391,479]
body-paragraph: દર વર્ષે ૧૩ માર્ચને 'વર્લ્ડ સ્લીપ ડે' તરીકે ઉજવવામાં આવે છે. ઊંઘના મહત્ત્વ અંગે જાગૃતિ ફેલાવવાનો તેનો મુખ્ય હેતુ છે. દર વર્ષે ૧૩ માર્ચને 'વર્લ્ડ સ્લીપ ડે' તરીકે ઉજવવામાં આવે છે. ઊંઘના મહત્ત્વ અંગે જાગૃતિ ફેલાવવાનો તેનો મુખ્ય હેતુ છે. [1198,978,1391,1059]
hours-cell: ૭ કલાકથી વધુ [1068,699,1181,723]
subarticle-headline-elchi: એલચીથી સાધ્ય બાબને કેન્દ્ર ચિંતામાં [222,1804,385,1845]
table-row [992,601,1180,626]
subarticle-headline-dharma: ધર્મના નામે [73,1703,148,1722]
body-paragraph: હોર્મુઝની ખાડીમાં તણાવ વધતાં ક્રૂડ ઓઈલના પરિવહન પર અસર પડવાની ભીતિ સેવાઈ રહી છે. આંતરરાષ્ટ્રીય બજારમાં ક્રૂડના ભાવ વધવાની શક્યતા છે. ભારતની આયાત પર પણ તેની અસર પડી શકે છે. હોર્મુઝની ખાડીમાં તણાવ વધતાં ક્રૂડ ઓઈલના પરિવહન પર અસર પડવાની ભીતિ સેવાઈ રહી છે. આંતરરાષ્ટ્રીય બજારમાં ક્રૂડના ભાવ વધવાની શક્યતા છે. ભારતની આયાત પર પણ તેની અસર પડી શકે છે. હોર્મુઝની ખાડીમાં તણાવ વધતાં ક્રૂડ ઓઈલના પરિવહન પર અસર પડવાની ભીતિ સેવાઈ રહી છે. આંતરરાષ્ટ્રીય બજારમાં ક્રૂડના ભાવ વધવાની શક્યતા છે. ભારતની આયાત પર પણ તેની અસર પડી શકે છે. [800,1461,980,1681]
body-paragraph: ટ્રમ્પ તંત્ર દ્વારા વેપાર નીતિમાં નવા ફેરફારોની જાહેરાત કરવામાં આવી છે. રેસિપ્રોકલ ટેરિફ અંગેના નિર્ણયથી વૈશ્વિક બજારોમાં હલચલ મચી ગઈ છે. અમેરિકાના વેપાર ભાગીદાર દેશોએ તેની સામે નારાજગી વ્યક્ત કરી છે. ટ્રમ્પ તંત્ર દ્વારા વેપાર નીતિમાં નવા ફેરફારોની જાહેરાત કરવામાં આવી છે. રેસિપ્રોકલ ટેરિફ અંગેના નિર્ણયથી વૈશ્વિક બજારોમાં હલચલ મચી ગઈ છે. અમેરિકાના વેપાર ભાગીદાર દેશોએ તેની સામે નારાજગી વ્યક્ત કરી છે. [1200,1670,1389,1821]
body-paragraph: સુપ્રીમ કોર્ટે કહ્યું કે, ૨૦૦૪નું સ્પષ્ટીકરણ ૧૯૯૩ની નીતિને નબળી કરી શકે નહીં. આ અંગે ચાર સપ્તાહમાં સોગંદનામું રજૂ કરવા નિર્દેશ અપાયો છે. [1200,1558,1389,1612]
registration-marks [796,2269,888,2284]
magenta-registration-dot [449,2269,464,2284]
article-columns [992,193,1597,482]
registration-marks [1542,2269,1618,2284]
article-divider [601,1218,980,1219]
body-paragraph: સુપ્રીમના ચુકાદાથી સરકાર પર ક્રીમી લેયરની વ્યાખ્યા અંગે નવેસરથી વિચારણા કરવાનું દબાણ વધ્યું છે. ઓબીસી સંગઠનોએ આવક મર્યાદા વધારવાની માગ કરી છે. સુપ્રીમના ચુકાદાથી સરકાર પર ક્રીમી લેયરની વ્યાખ્યા અંગે નવેસરથી વિચારણા કરવાનું દબાણ વધ્યું છે. ઓબીસી સંગઠનોએ આવક મર્યાદા વધારવાની માગ કરી છે. [1408,1224,1597,1333]
header-double-rule [21,65,1597,70]
magenta-registration-dot [76,2269,91,2284]
symptom-text: ઊંઘ દરમિયાન શ્વાસ અટકી જવો અને મોટેથી નસકોરાં બોલવાં [1220,526,1381,555]
continuation-column-hormuz [791,1224,981,2253]
article-kicker: સંસદમાંથી નરેન્દ્ર ગાયબ, દેશમાંથી સિલિન્ડર ગાયબ [21,71,514,98]
article-divider [992,1218,1597,1219]
yellow-registration-dot [102,2269,117,2284]
article-vocational-education [601,633,980,1217]
hours-cell: ૧૦-૧૩ કલાક [1068,626,1181,650]
continued-note: (૧૫મા પાનાનું ચાલુ) [257,650,351,663]
symptom-item [1208,525,1381,556]
yellow-registration-dot [847,2269,862,2284]
body-paragraph: બેઠાડુ જીવનશૈલી, સ્થૂળતા અને જંક ફૂડના વધુ પડતા સેવનના કારણે યુવાનોમાં પણ સ્લીપ એપ્રિયાની સમસ્યા વધી રહી છે. સમયસર નિદાન અને સારવારથી ગંભીર પરિણામો ટાળી શકાય છે તેમ નિષ્ણાતો જણાવે છે. બેઠાડુ જીવનશૈલી, સ્થૂળતા અને જંક ફૂડના વધુ પડતા સેવનના કારણે યુવાનોમાં પણ સ્લીપ એપ્રિયાની સમસ્યા વધી રહી છે. સમયસર નિદાન અને સારવારથી ગંભીર પરિણામો ટાળી શકાય છે તેમ નિષ્ણાતો જણાવે છે. બેઠાડુ જીવનશૈલી, સ્થૂળતા અને જંક ફૂડના વધુ પડતા સેવનના કારણે યુવાનોમાં પણ સ્લીપ એપ્રિયાની સમસ્યા વધી રહી છે. સમયસર નિદાન અને સારવારથી ગંભીર પરિણામો ટાળી શકાય છે તેમ નિષ્ણાતો જણાવે છે. [992,889,1185,1109]
continued-note: (૧૫મા પાનાનું ચાલુ) [845,1439,935,1451]
continuation-column-anamat [992,1224,1181,2253]
body-paragraph: બેઠાડુ જીવનશૈલી, સ્થૂળતા અને જંક ફૂડના વધુ પડતા સેવનના કારણે યુવાનોમાં પણ સ્લીપ એપ્રિયાની સમસ્યા વધી રહી છે. સમયસર નિદાન અને સારવારથી ગંભીર પરિણામો ટાળી શકાય છે તેમ નિષ્ણાતો જણાવે છે. બેઠાડુ જીવનશૈલી, સ્થૂળતા અને જંક ફૂડના વધુ પડતા સેવનના કારણે યુવાનોમાં પણ સ્લીપ એપ્રિયાની સમસ્યા વધી રહી છે. સમયસર નિદાન અને સારવારથી ગંભીર પરિણામો ટાળી શકાય છે તેમ નિષ્ણાતો જણાવે છે. [1198,268,1391,419]
continuation-column-lpg [601,1224,781,2253]
dateline: અમદાવાદ,ગુરુવાર : [601,168,693,180]
body-paragraph: બેઠાડુ જીવનશૈલી, સ્થૂળતા અને જંક ફૂડના વધુ પડતા સેવનના કારણે યુવાનોમાં પણ સ્લીપ એપ્રિયાની સમસ્યા વધી રહી છે. સમયસર નિદાન અને સારવારથી ગંભીર પરિણામો ટાળી શકાય છે તેમ નિષ્ણાતો જણાવે છે. [992,754,1181,835]
article-free-treatment [601,70,980,625]
body-paragraph: અનામતમાં ક્રીમી લેયરના માપદંડ અંગે સુપ્રીમ કોર્ટે મહત્ત્વપૂર્ણ અવલોકનો કર્યાં હતાં. માતા-પિતાની પારિવારિક આવકના આધારે ઉમેદવારની પાત્રત્તા નક્કી કરવામાં આવશે. સરકારી કર્મચારીઓનાં સંતાનો માટે અલગ ધોરણો લાગુ પડશે. અનામતમાં ક્રીમી લેયરના માપદંડ અંગે સુપ્રીમ કોર્ટે મહત્ત્વપૂર્ણ અવલોકનો કર્યાં હતાં. માતા-પિતાની પારિવારિક આવકના આધારે ઉમેદવારની પાત્રત્તા નક્કી કરવામાં આવશે. સરકારી કર્મચારીઓનાં સંતાનો માટે અલગ ધોરણો લાગુ પડશે. અનામતમાં ક્રીમી લેયરના માપદંડ અંગે સુપ્રીમ કોર્ટે મહત્ત્વપૂર્ણ અવલોકનો કર્યાં હતાં. માતા-પિતાની પારિવારિક આવકના આધારે ઉમેદવારની પાત્રત્તા નક્કી કરવામાં આવશે. સરકારી કર્મચારીઓનાં સંતાનો માટે અલગ ધોરણો લાગુ પડશે. [992,1535,1181,1783]
magenta-registration-dot [1194,2269,1209,2284]
